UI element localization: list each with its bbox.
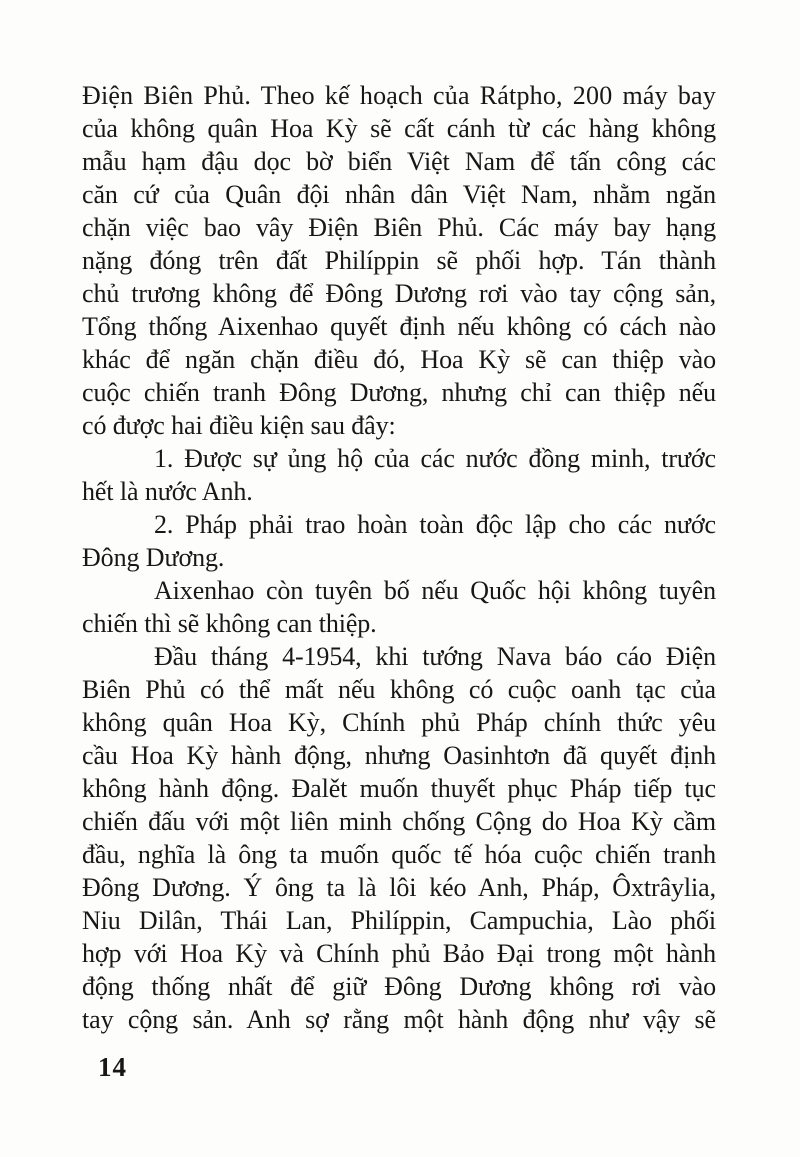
text-line: Biên Phủ có thể mất nếu không có cuộc oanh tạc của <box>82 675 716 704</box>
text-line: khác để ngăn chặn điều đó, Hoa Kỳ sẽ can thiệp vào <box>82 345 716 374</box>
text-line: Điện Biên Phủ. Theo kế hoạch của Rátpho, 200 máy bay <box>82 81 716 110</box>
text-line: đầu, nghĩa là ông ta muốn quốc tế hóa cuộc chiến tranh <box>82 840 716 869</box>
text-line: có được hai điều kiện sau đây: <box>82 411 396 440</box>
text-line: tay cộng sản. Anh sợ rằng một hành động như vậy sẽ <box>82 1005 716 1034</box>
text-line: không hành động. Đalět muốn thuyết phục Pháp tiếp tục <box>82 774 716 803</box>
text-line: hết là nước Anh. <box>82 477 253 506</box>
text-line: căn cứ của Quân đội nhân dân Việt Nam, nhằm ngăn <box>82 180 716 209</box>
text-line: chủ trương không để Đông Dương rơi vào tay cộng sản, <box>82 279 716 308</box>
text-line: cuộc chiến tranh Đông Dương, nhưng chỉ can thiệp nếu <box>82 378 716 407</box>
text-line: Aixenhao còn tuyên bố nếu Quốc hội không tuyên <box>154 576 716 605</box>
text-line: Niu Dilân, Thái Lan, Philíppin, Campuchia, Lào phối <box>82 906 716 935</box>
text-line: Tổng thống Aixenhao quyết định nếu không có cách nào <box>82 312 716 341</box>
page-number: 14 <box>98 1052 127 1082</box>
text-line-list-item-2: 2. Pháp phải trao hoàn toàn độc lập cho các nước <box>154 510 716 539</box>
text-line: cầu Hoa Kỳ hành động, nhưng Oasinhtơn đã quyết định <box>82 741 716 770</box>
text-line: hợp với Hoa Kỳ và Chính phủ Bảo Đại trong một hành <box>82 939 716 968</box>
text-line: Đông Dương. Ý ông ta là lôi kéo Anh, Pháp, Ôxtrâylia, <box>82 873 716 902</box>
text-line: chặn việc bao vây Điện Biên Phủ. Các máy bay hạng <box>82 213 716 242</box>
text-line-list-item-1: 1. Được sự ủng hộ của các nước đồng minh, trước <box>154 444 716 473</box>
text-line: chiến đấu với một liên minh chống Cộng do Hoa Kỳ cầm <box>82 807 716 836</box>
text-line: của không quân Hoa Kỳ sẽ cất cánh từ các hàng không <box>82 114 716 143</box>
text-line: nặng đóng trên đất Philíppin sẽ phối hợp. Tán thành <box>82 246 716 275</box>
text-line: động thống nhất để giữ Đông Dương không rơi vào <box>82 972 716 1001</box>
text-line: Đầu tháng 4-1954, khi tướng Nava báo cáo Điện <box>154 642 716 671</box>
text-line: chiến thì sẽ không can thiệp. <box>82 609 377 638</box>
text-line: mẫu hạm đậu dọc bờ biển Việt Nam để tấn công các <box>82 147 716 176</box>
page-text <box>82 79 716 1036</box>
text-line: không quân Hoa Kỳ, Chính phủ Pháp chính thức yêu <box>82 708 716 737</box>
text-line: Đông Dương. <box>82 543 225 572</box>
